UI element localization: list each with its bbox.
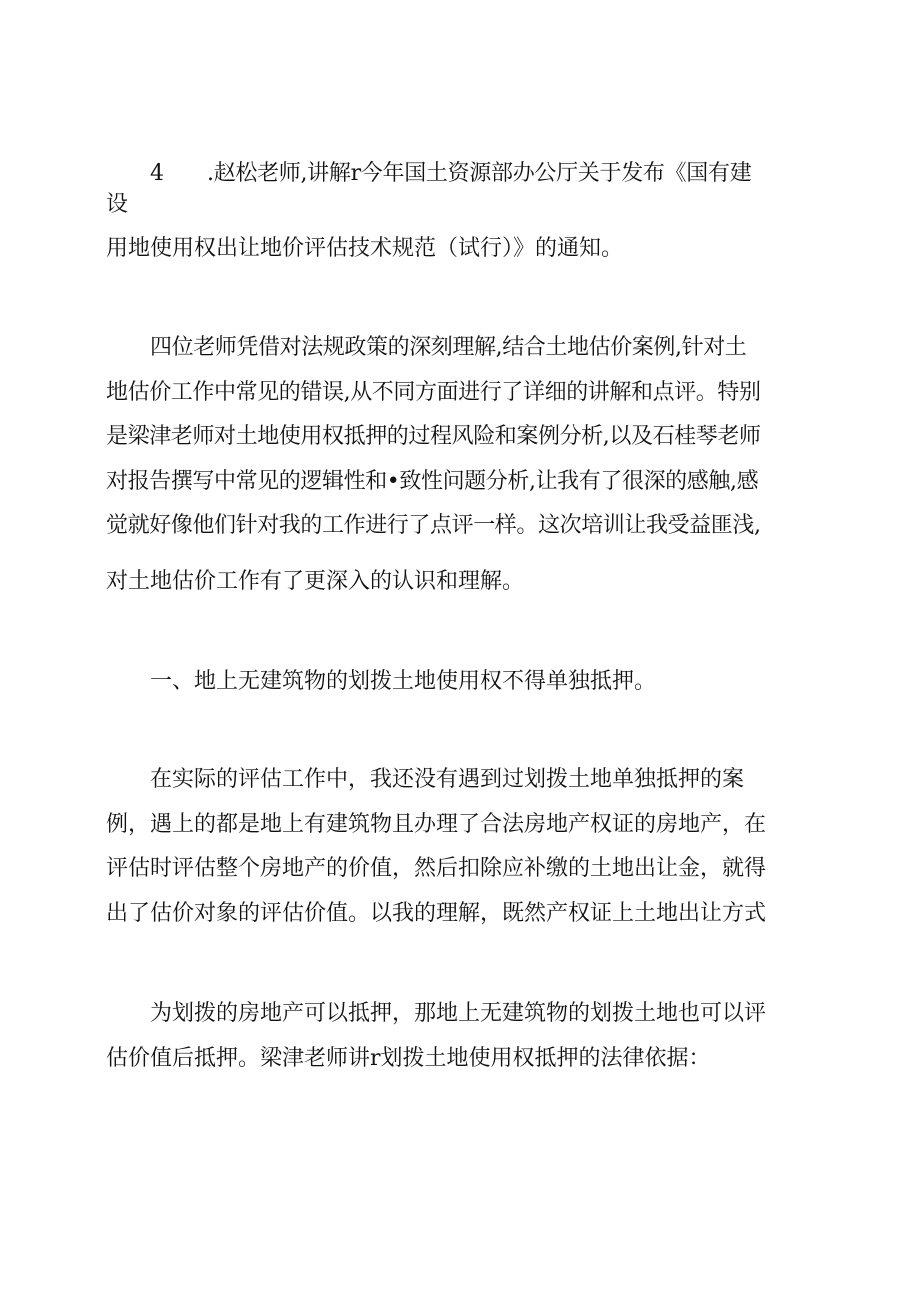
item-text-line-1: .赵松老师,讲解r今年国土资源部办公厅关于发布《国有建 <box>207 161 752 186</box>
paragraph-line: 评估时评估整个房地产的价值，然后扣除应补缴的土地出让金，就得 <box>106 856 767 881</box>
paragraph-line: 四位老师凭借对法规政策的深刻理解,结合土地估价案例,针对土 <box>150 335 747 360</box>
paragraph-line: 对报告撰写中常见的逻辑性和•致性问题分析,让我有了很深的感触,感 <box>106 469 759 494</box>
paragraph-line: 觉就好像他们针对我的工作进行了点评一样。这次培训让我受益匪浅, <box>106 513 761 538</box>
paragraph-line: 在实际的评估工作中，我还没有遇到过划拨土地单独抵押的案 <box>150 767 745 792</box>
section-heading: 一、地上无建筑物的划拨土地使用权不得单独抵押。 <box>150 669 657 694</box>
paragraph-line: 为划拨的房地产可以抵押，那地上无建筑物的划拨土地也可以评 <box>150 1001 767 1026</box>
paragraph-line: 是梁津老师对土地使用权抵押的过程风险和案例分析,以及石桂琴老师 <box>106 424 761 449</box>
item-text-line-2: 设 <box>106 192 129 217</box>
paragraph-line: 出了估价对象的评估价值。以我的理解，既然产权证上土地出让方式 <box>106 901 767 926</box>
item-number: 4 <box>150 161 164 186</box>
item-text-line-3: 用地使用权出让地价评估技术规范（试行）》的通知。 <box>106 236 624 261</box>
paragraph-line: 地估价工作中常见的错误,从不同方面进行了详细的讲解和点评。特别 <box>106 380 761 405</box>
paragraph-line: 对土地估价工作有了更深入的认识和理解。 <box>106 569 525 594</box>
paragraph-line: 估价值后抵押。梁津老师讲r划拨土地使用权抵押的法律依据： <box>106 1046 711 1071</box>
paragraph-line: 例，遇上的都是地上有建筑物且办理了合法房地产权证的房地产，在 <box>106 812 767 837</box>
